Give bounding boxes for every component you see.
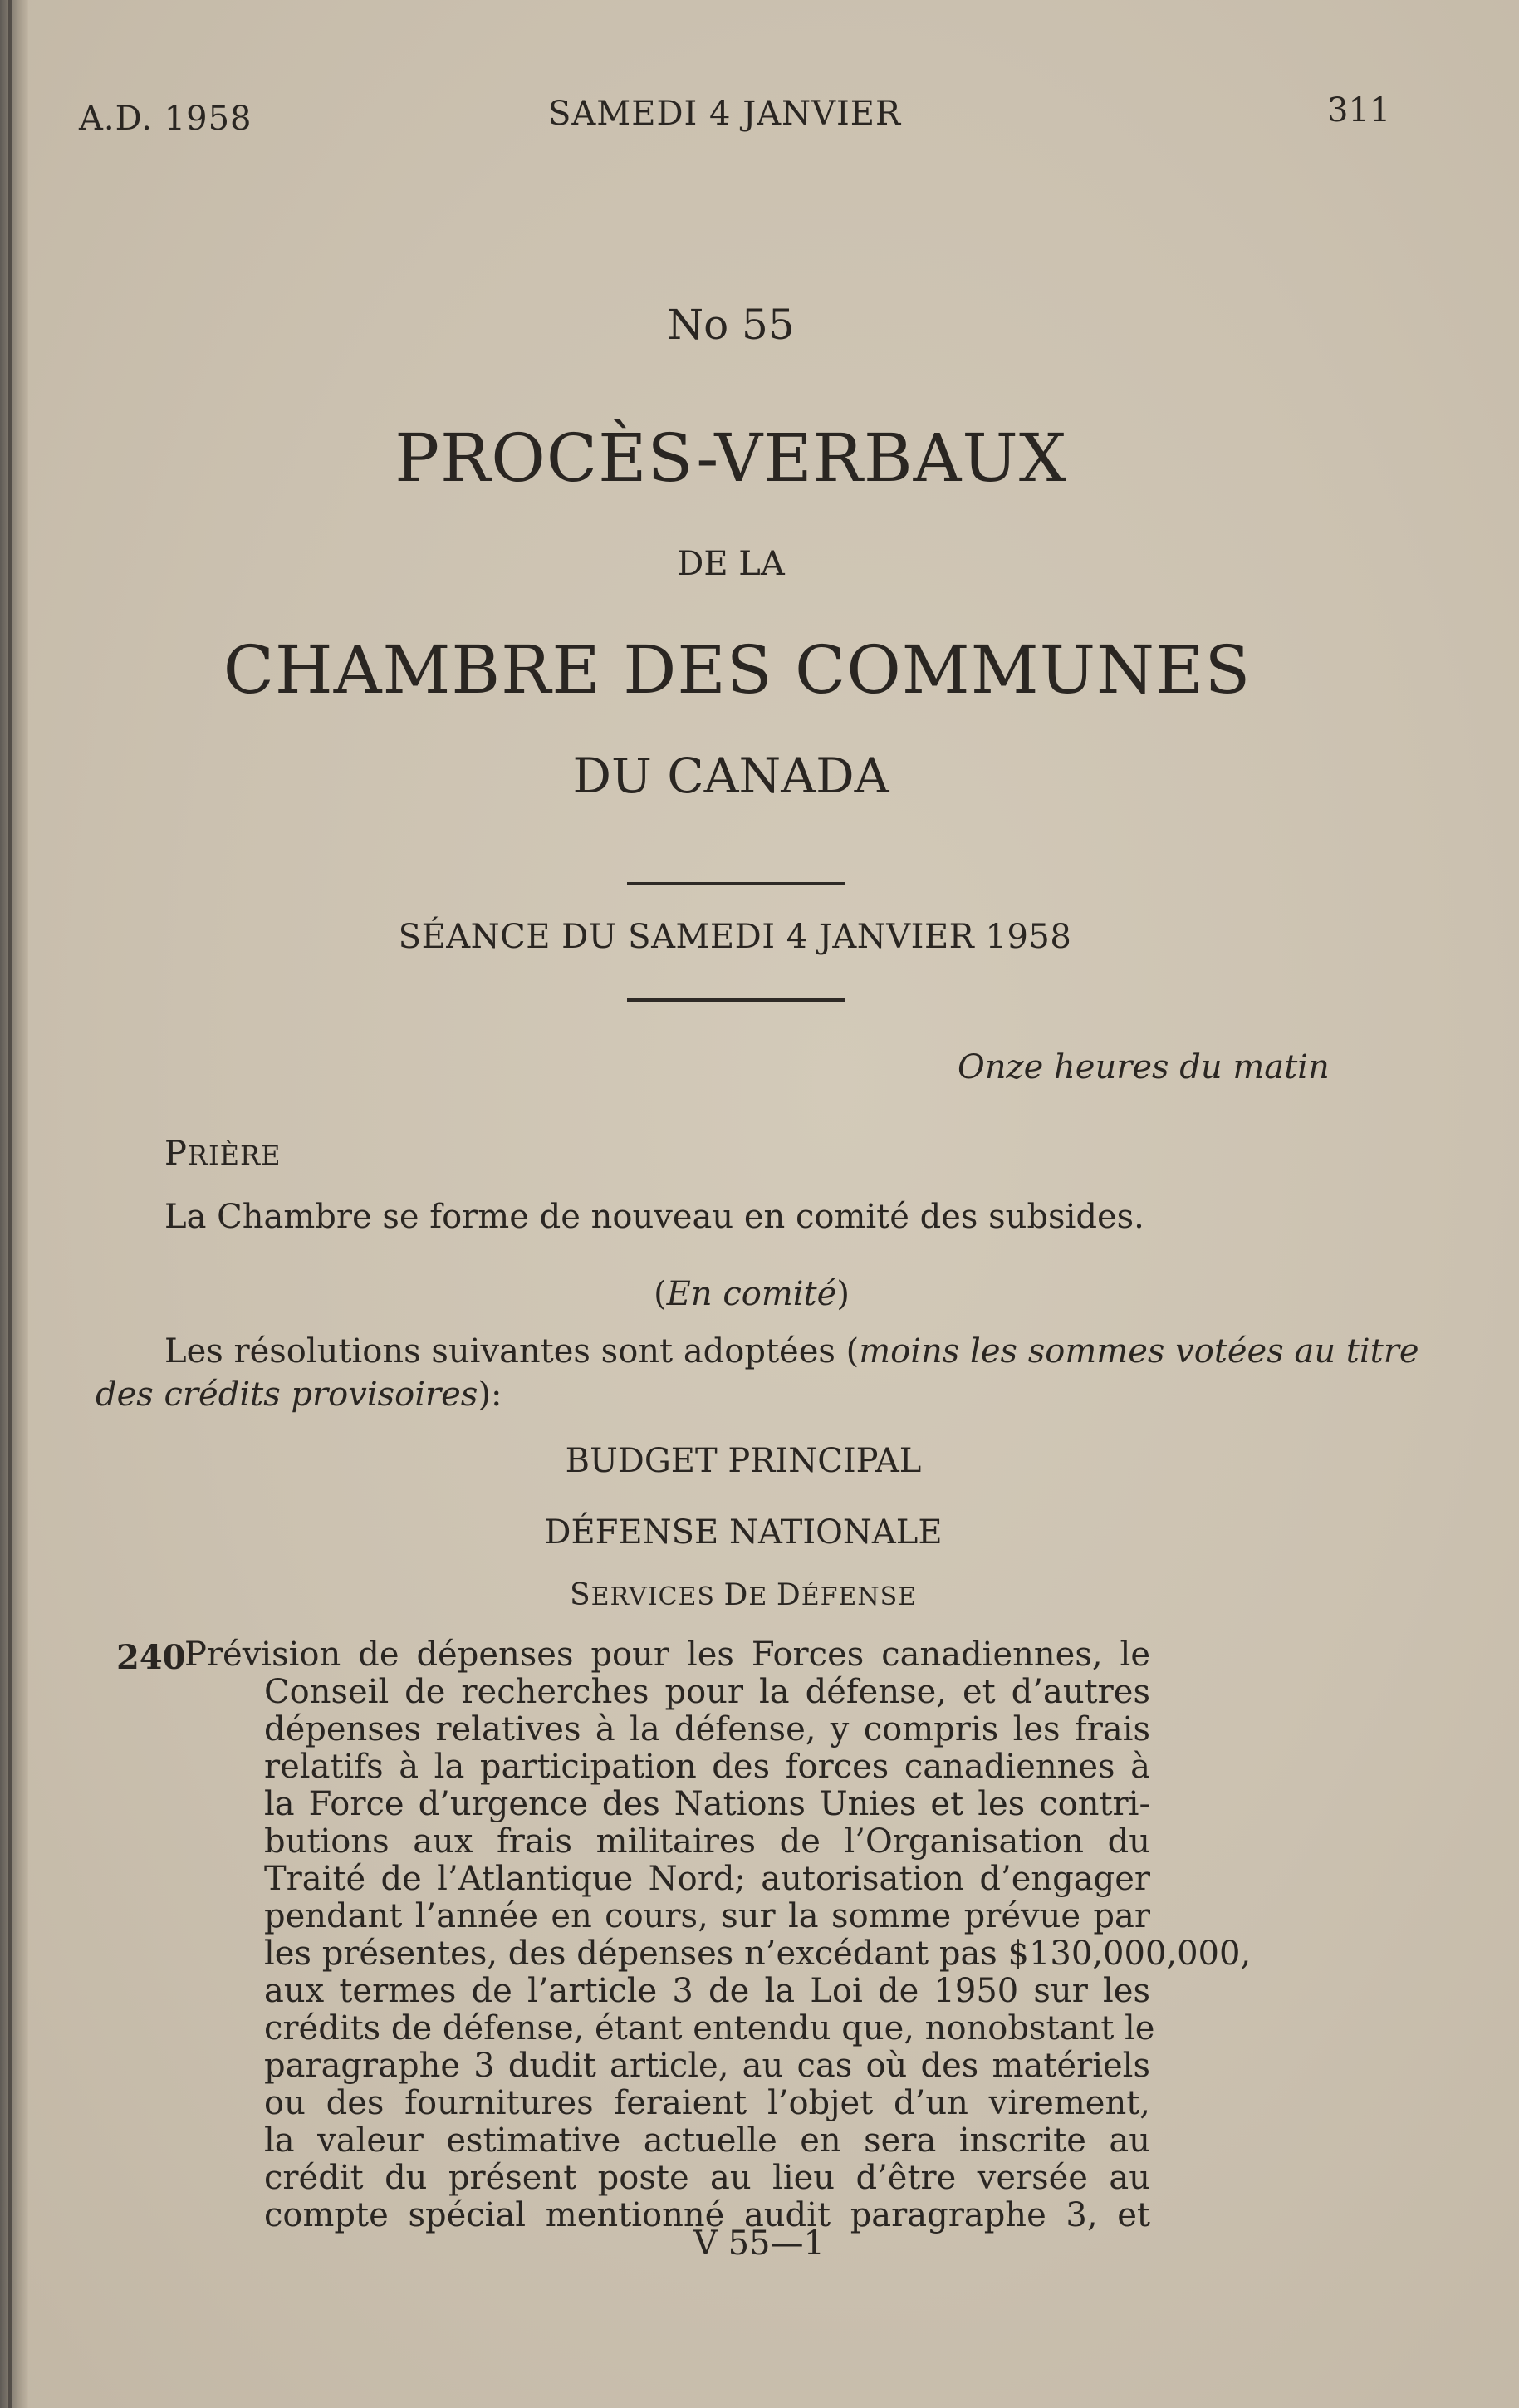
divider-bottom <box>627 998 845 1002</box>
header-date: SAMEDI 4 JANVIER <box>548 95 902 133</box>
item-line: aux termes de l’article 3 de la Loi de 1950 sur les <box>264 1972 1150 2010</box>
title-proces-verbaux: PROCÈS-VERBAUX <box>394 419 1067 497</box>
issue-number: No 55 <box>667 301 795 349</box>
item-line: relatifs à la participation des forces canadiennes à <box>264 1748 1150 1786</box>
page-number: 311 <box>1327 91 1391 130</box>
priere-heading <box>164 1135 281 1173</box>
title-de-la: DE LA <box>677 545 785 583</box>
para2-italic2: des crédits provisoires <box>96 1376 478 1414</box>
footer-signature: V 55—1 <box>693 2224 825 2263</box>
item-line: butions aux frais militaires de l’Organisation du <box>264 1822 1150 1861</box>
title-chambre: CHAMBRE DES COMMUNES <box>223 631 1252 709</box>
paragraph-committee: La Chambre se forme de nouveau en comité des subsides. <box>164 1198 1144 1236</box>
para2-start: Les résolutions suivantes sont adoptées ( <box>164 1332 860 1371</box>
section-defense: DÉFENSE NATIONALE <box>544 1513 943 1552</box>
paragraph-resolutions-line2 <box>96 1376 502 1414</box>
priere-text: PRIÈRE <box>164 1135 282 1173</box>
session-time: Onze heures du matin <box>958 1048 1330 1086</box>
binding-edge <box>8 0 12 2408</box>
divider-top <box>627 882 845 885</box>
item-text <box>184 1636 1252 2234</box>
header-year: A.D. 1958 <box>79 100 252 138</box>
title-du-canada: DU CANADA <box>572 748 889 804</box>
book-binding <box>0 0 28 2408</box>
item-line: compte spécial mentionné audit paragraphe 3, et <box>264 2196 1150 2234</box>
item-line: crédits de défense, étant entendu que, nonobstant le <box>264 2009 1155 2048</box>
item-line: la valeur estimative actuelle en sera inscrite au <box>264 2121 1150 2160</box>
item-number: 240 <box>116 1638 186 1677</box>
item-line: dépenses relatives à la défense, y compris les frais <box>264 1710 1150 1748</box>
services-text: SERVICES DE DÉFENSE <box>569 1578 918 1612</box>
section-services <box>0 1578 1487 1612</box>
session-date: SÉANCE DU SAMEDI 4 JANVIER 1958 <box>398 918 1072 956</box>
para2-end: ): <box>478 1376 502 1414</box>
item-line: la Force d’urgence des Nations Unies et les contri- <box>264 1785 1150 1823</box>
item-line: ou des fournitures feraient l’objet d’un virement, <box>264 2084 1150 2122</box>
item-line: pendant l’année en cours, sur la somme prévue par <box>264 1897 1150 1935</box>
en-comite <box>0 1275 1503 1313</box>
item-line: Traité de l’Atlantique Nord; autorisation d’engager <box>264 1860 1150 1898</box>
en-comite-text: (En comité) <box>654 1275 850 1313</box>
item-line: Conseil de recherches pour la défense, et d’autres <box>264 1673 1150 1711</box>
item-line: les présentes, des dépenses n’excédant pas $130,000,000, <box>264 1935 1252 1973</box>
para2-italic1: moins les sommes votées au titre <box>859 1332 1419 1371</box>
paragraph-resolutions-line1 <box>164 1332 1419 1371</box>
item-line: Prévision de dépenses pour les Forces canadiennes, le <box>184 1636 1150 1674</box>
item-line: paragraphe 3 dudit article, au cas où des matériels <box>264 2047 1150 2085</box>
item-line: crédit du présent poste au lieu d’être versée au <box>264 2159 1150 2197</box>
section-budget: BUDGET PRINCIPAL <box>565 1442 922 1480</box>
